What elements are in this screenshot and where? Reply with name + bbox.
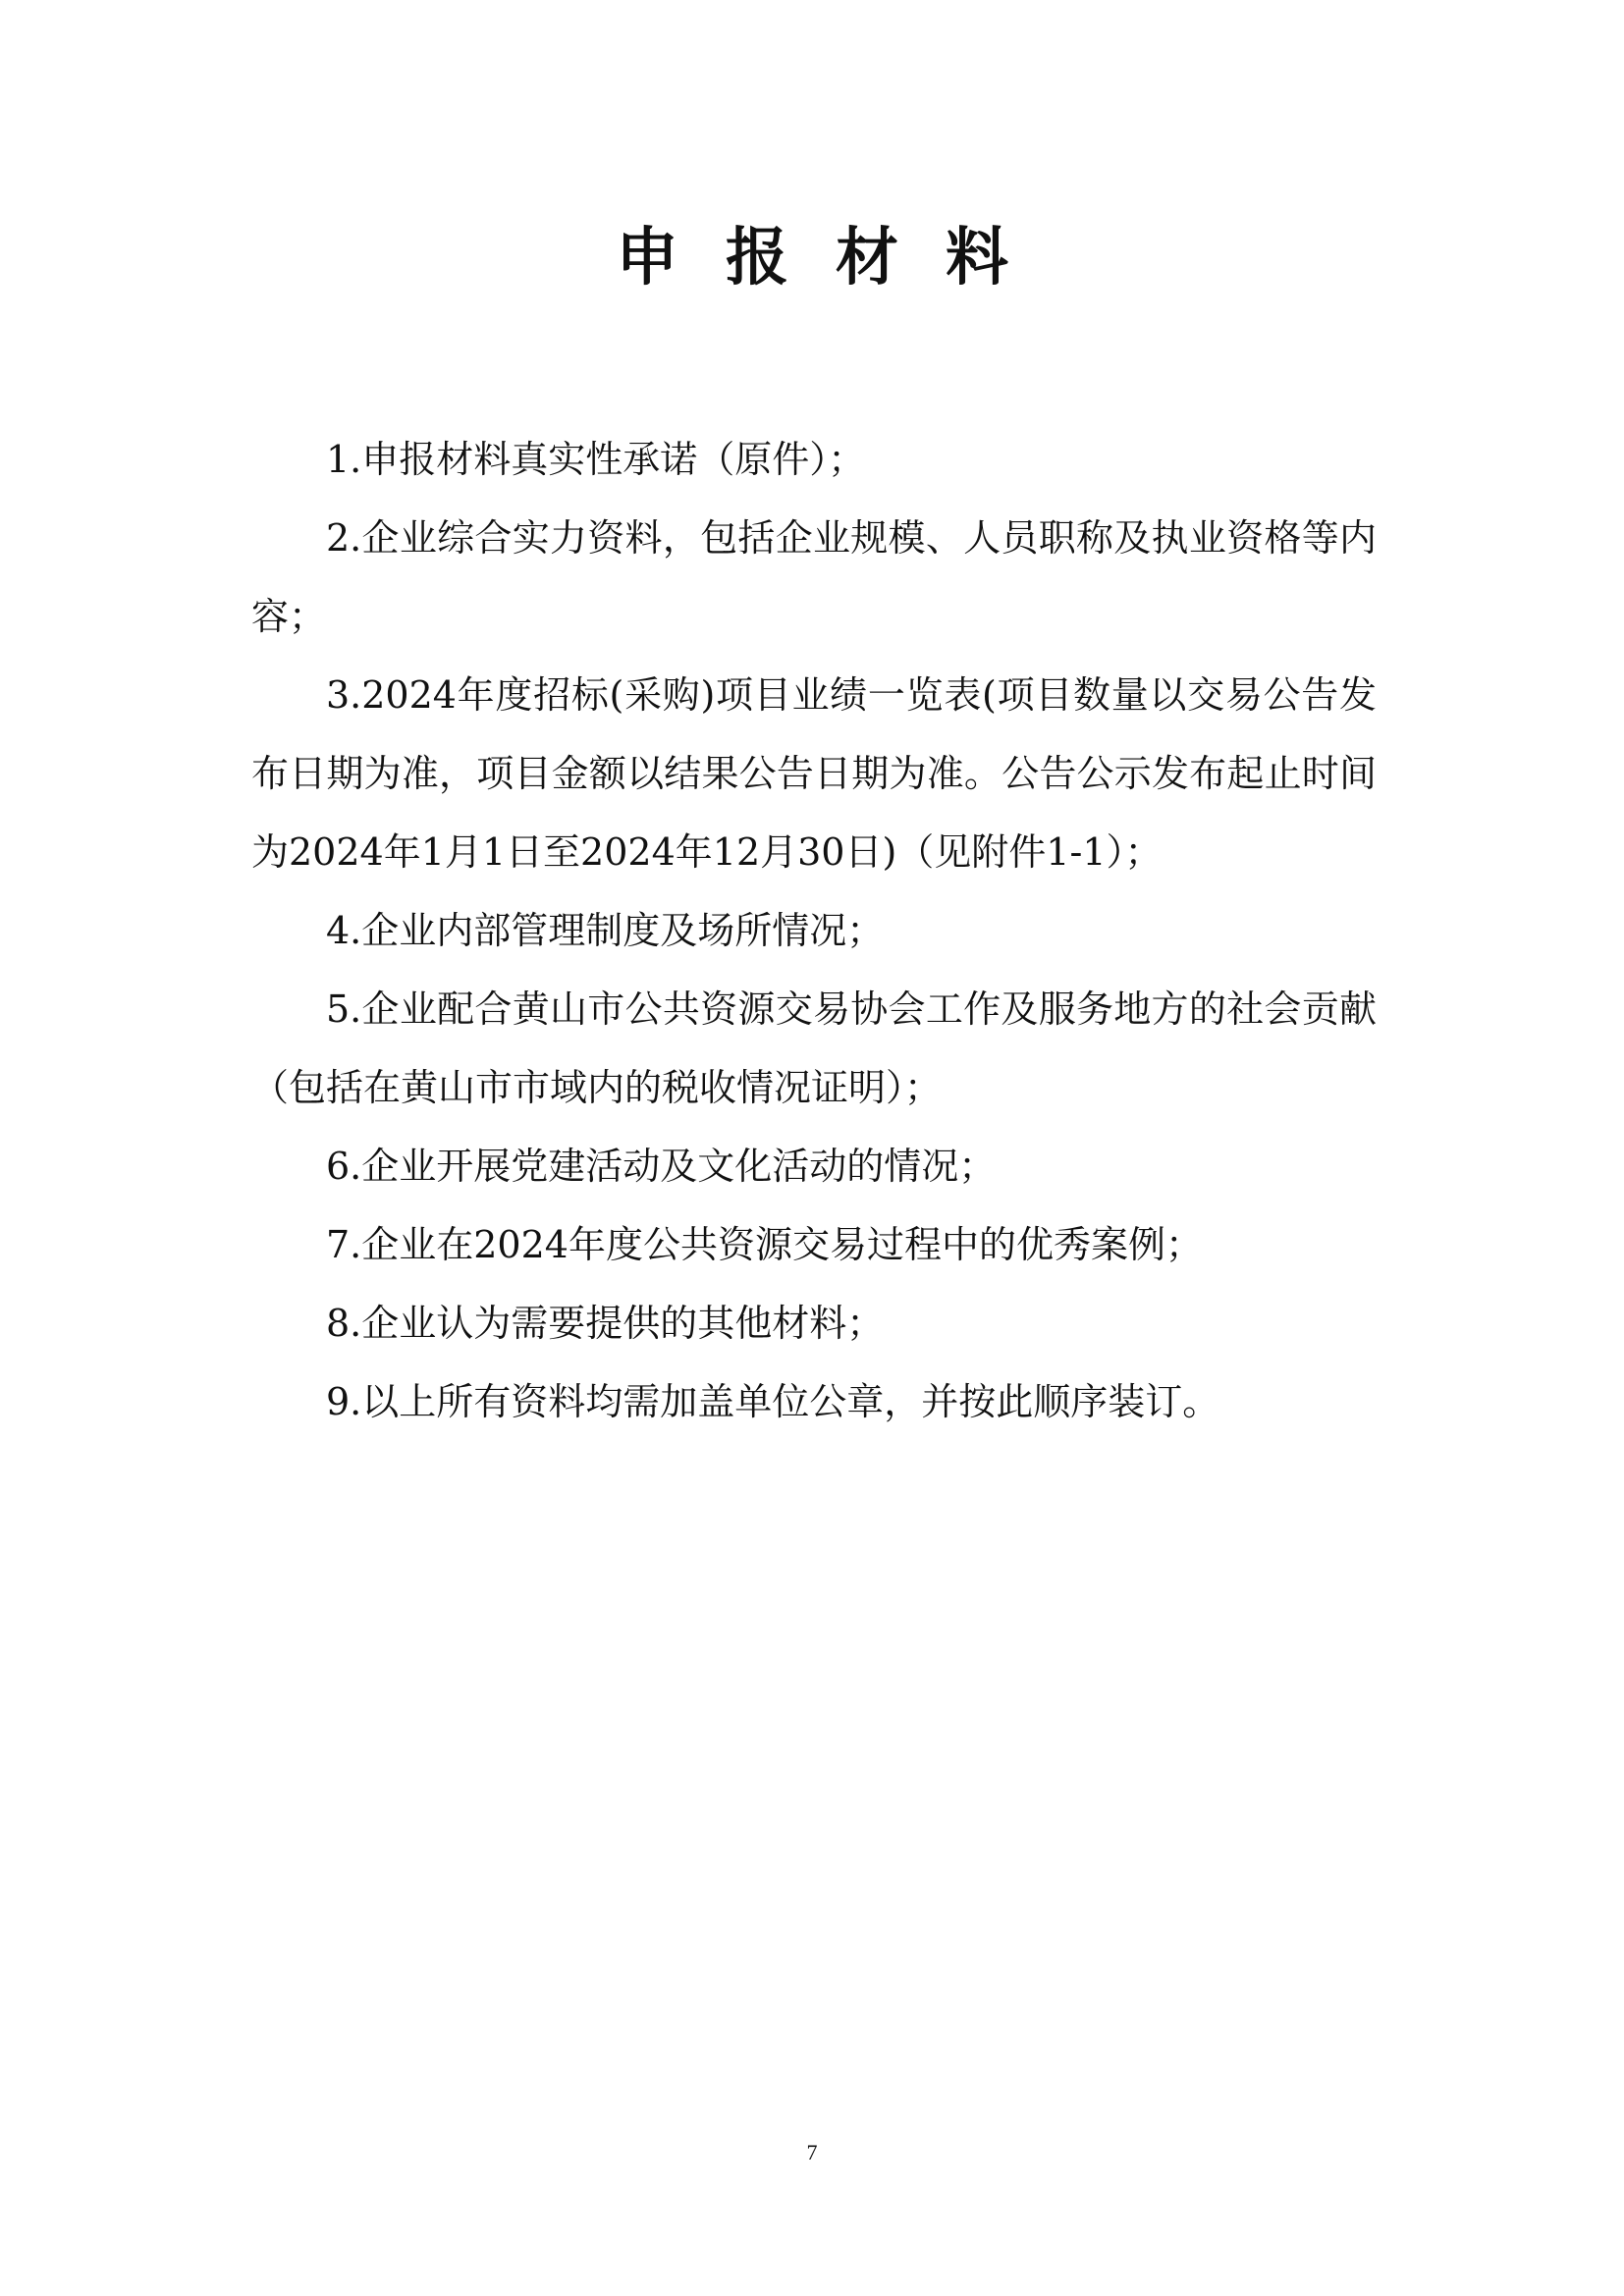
list-item-8: 8.企业认为需要提供的其他材料；: [326, 1302, 885, 1345]
document-title: 申报材料: [616, 221, 1056, 294]
list-item-6: 6.企业开展党建活动及文化活动的情况；: [326, 1145, 997, 1188]
list-item-7: 7.企业在2024年度公共资源交易过程中的优秀案例；: [326, 1223, 1203, 1266]
list-item-2: 2.企业综合实力资料，包括企业规模、人员职称及执业资格等内容；: [251, 516, 1377, 638]
list-item-5: 5.企业配合黄山市公共资源交易协会工作及服务地方的社会贡献（包括在黄山市市域内的税收情况证明）；: [251, 988, 1377, 1109]
list-item-4: 4.企业内部管理制度及场所情况；: [326, 909, 885, 952]
list-item-1: 1.申报材料真实性承诺（原件）；: [326, 438, 866, 481]
document-body: [251, 420, 1377, 1441]
page-number: 7: [806, 2140, 818, 2164]
list-item-9: 9.以上所有资料均需加盖单位公章，并按此顺序装订。: [326, 1380, 1220, 1423]
list-item-3: 3.2024年度招标(采购)项目业绩一览表(项目数量以交易公告发布日期为准，项目金额以结果公告日期为准。公告公示发布起止时间为2024年1月1日至2024年12月30日)（见附件1-1）；: [251, 673, 1377, 874]
